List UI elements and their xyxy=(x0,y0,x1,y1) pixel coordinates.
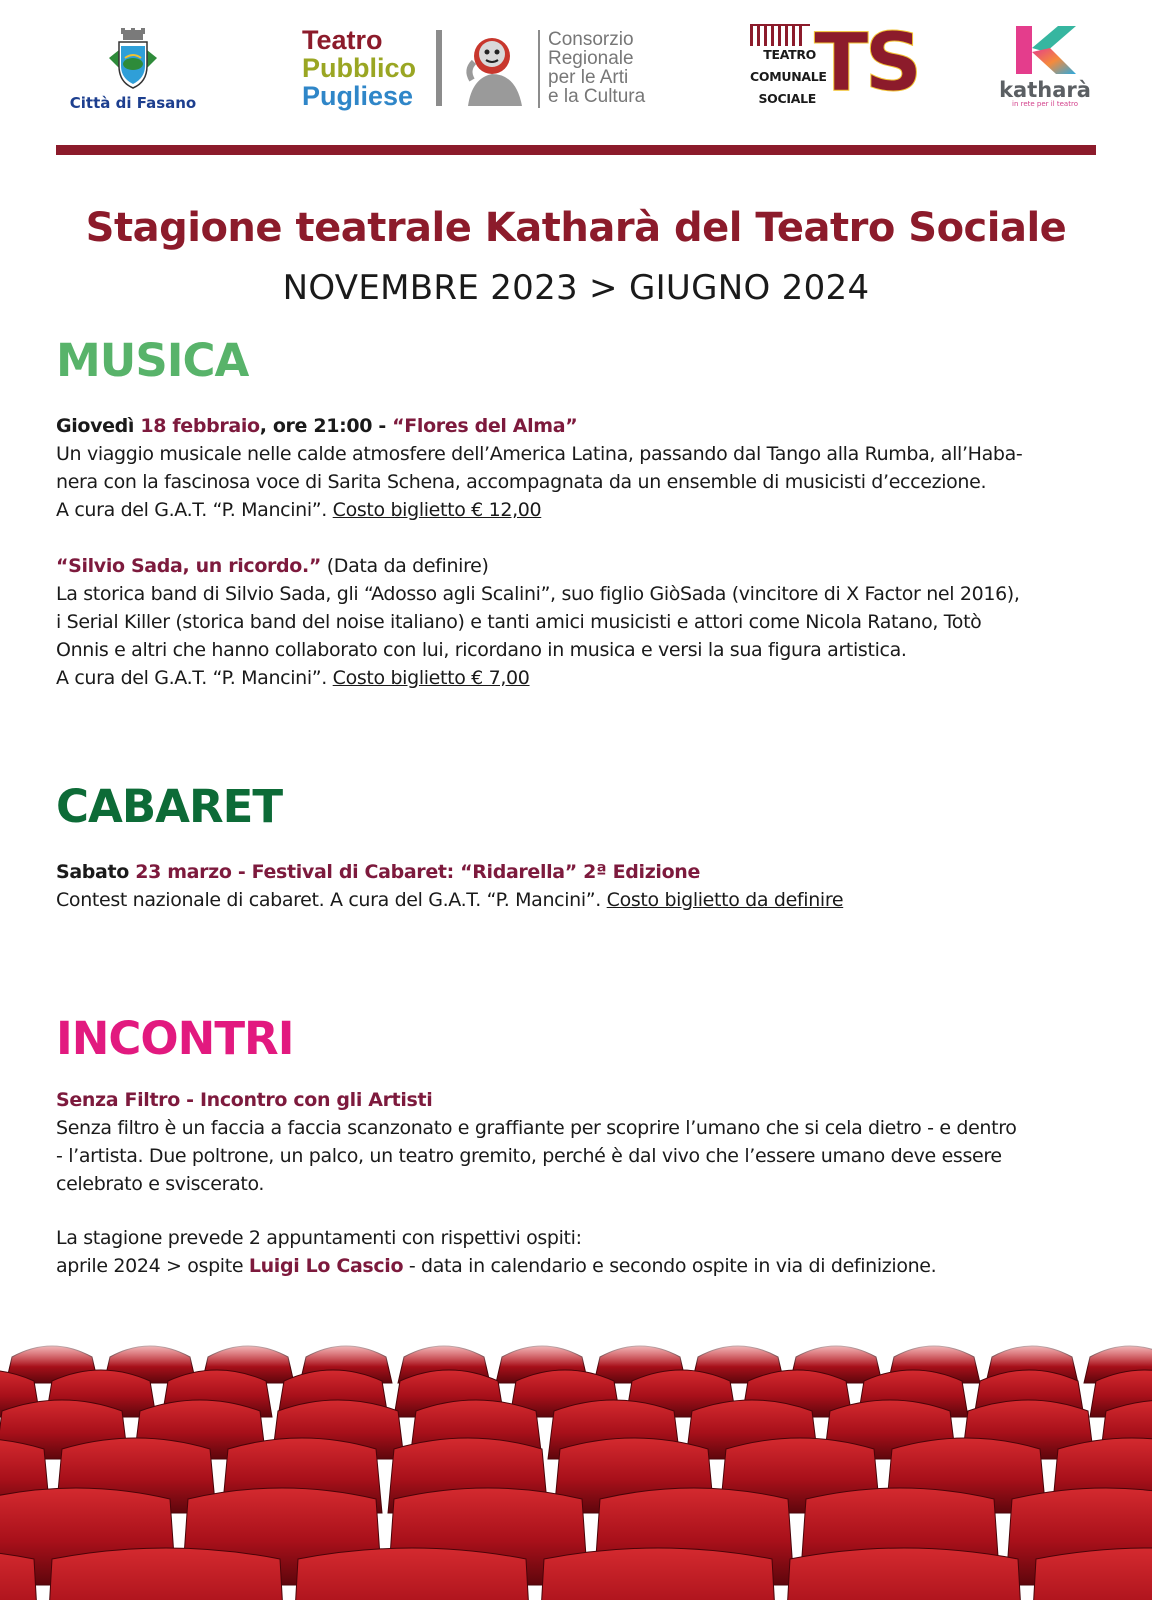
theatre-seats-image xyxy=(0,1335,1152,1600)
fasano-crest-icon xyxy=(105,28,161,92)
note-suffix: - data in calendario e secondo ospite in via di definizione. xyxy=(403,1255,937,1277)
event-date-note: (Data da definire) xyxy=(321,555,489,577)
event-desc-line xyxy=(56,886,1106,914)
city-caption: Città di Fasano xyxy=(69,94,197,112)
tpp-word-3: Pugliese xyxy=(302,81,414,111)
kathara-logo xyxy=(990,22,1100,112)
theatre-mask-icon xyxy=(458,30,530,108)
teatro-comunale-sociale-logo xyxy=(750,16,919,110)
event-desc-line: La storica band di Silvio Sada, gli “Adosso agli Scalini”, suo figlio GiòSada (vincitore di X Factor nel 2016), xyxy=(56,583,1020,605)
event-desc-line: nera con la fascinosa voce di Sarita Schena, accompagnata da un ensemble di musicisti d’eccezione. xyxy=(56,471,987,493)
header-rule xyxy=(56,145,1096,155)
event-headline xyxy=(56,552,1106,580)
tpp-word-2: Pubblico xyxy=(302,53,416,83)
note-line xyxy=(56,1252,1106,1280)
section-heading-cabaret: CABARET xyxy=(56,780,283,833)
cons-line-2: Regionale xyxy=(548,48,634,69)
kathara-k-icon xyxy=(1010,22,1080,78)
incontri-notes xyxy=(56,1224,1106,1280)
ticket-price: Costo biglietto da definire xyxy=(606,889,844,911)
kathara-tagline: in rete per il teatro xyxy=(1012,100,1078,108)
event-senza-filtro xyxy=(56,1086,1106,1198)
event-desc-line: i Serial Killer (storica band del noise italiano) e tanti amici musicisti e attori come Nicola Ratano, Totò xyxy=(56,611,982,633)
consorzio-regionale-logo xyxy=(548,30,678,110)
ts-word-2: COMUNALE xyxy=(750,69,827,84)
cons-line-4: e la Cultura xyxy=(548,86,646,107)
header-logos xyxy=(0,0,1152,150)
event-date: 18 febbraio xyxy=(134,415,260,437)
note-prefix: aprile 2024 > ospite xyxy=(56,1255,249,1277)
event-date: 23 marzo xyxy=(128,861,232,883)
tpp-word-1: Teatro xyxy=(302,25,383,55)
ts-monogram: TS xyxy=(814,16,919,109)
event-silvio-sada xyxy=(56,552,1106,692)
event-title: “Flores del Alma” xyxy=(392,415,578,437)
event-curator-line xyxy=(56,664,1106,692)
ts-words xyxy=(750,44,827,110)
page-title: Stagione teatrale Katharà del Teatro Sociale xyxy=(85,205,1067,251)
cons-line-3: per le Arti xyxy=(548,67,629,88)
event-curator-line xyxy=(56,496,1106,524)
ts-word-3: SOCIALE xyxy=(758,91,816,106)
section-heading-musica: MUSICA xyxy=(56,334,249,387)
ticket-price: Costo biglietto € 7,00 xyxy=(332,667,530,689)
event-ridarella xyxy=(56,858,1106,914)
event-title: Senza Filtro - Incontro con gli Artisti xyxy=(56,1089,433,1111)
teatro-pubblico-pugliese-logo xyxy=(302,26,422,116)
ts-word-1: TEATRO xyxy=(763,47,816,62)
kathara-word: katharà xyxy=(999,78,1091,102)
season-dates: NOVEMBRE 2023 > GIUGNO 2024 xyxy=(282,268,870,308)
event-day: Sabato xyxy=(56,861,129,883)
event-time: , ore 21:00 - xyxy=(259,415,393,437)
event-flores-del-alma xyxy=(56,412,1106,524)
event-desc-line: Senza filtro è un faccia a faccia scanzonato e graffiante per scoprire l’umano che si cela dietro - e dentro xyxy=(56,1117,1017,1139)
event-desc: Contest nazionale di cabaret. A cura del G.A.T. “P. Mancini”. xyxy=(56,889,607,911)
citta-di-fasano-logo xyxy=(58,28,208,118)
event-title: - Festival di Cabaret: “Ridarella” 2ª Edizione xyxy=(231,861,700,883)
note-line: La stagione prevede 2 appuntamenti con rispettivi ospiti: xyxy=(56,1227,582,1249)
guest-name: Luigi Lo Cascio xyxy=(248,1255,404,1277)
event-headline xyxy=(56,412,1106,440)
event-day: Giovedì xyxy=(56,415,135,437)
event-curator: A cura del G.A.T. “P. Mancini”. xyxy=(56,499,333,521)
event-desc-line: Onnis e altri che hanno collaborato con lui, ricordano in musica e versi la sua figura artistica. xyxy=(56,639,907,661)
event-desc-line: celebrato e sviscerato. xyxy=(56,1173,265,1195)
ticket-price: Costo biglietto € 12,00 xyxy=(332,499,542,521)
event-desc-line: - l’artista. Due poltrone, un palco, un teatro gremito, perché è dal vivo che l’essere umano deve essere xyxy=(56,1145,1002,1167)
tpp-divider xyxy=(436,30,442,106)
event-curator: A cura del G.A.T. “P. Mancini”. xyxy=(56,667,333,689)
ts-stripes-icon xyxy=(750,24,810,46)
event-desc-line: Un viaggio musicale nelle calde atmosfere dell’America Latina, passando dal Tango alla Rumba, all’Haba- xyxy=(56,443,1023,465)
event-headline xyxy=(56,858,1106,886)
consortium-divider xyxy=(538,30,540,108)
event-title: “Silvio Sada, un ricordo.” xyxy=(56,555,322,577)
section-heading-incontri: INCONTRI xyxy=(56,1012,294,1065)
cons-line-1: Consorzio xyxy=(548,29,634,50)
